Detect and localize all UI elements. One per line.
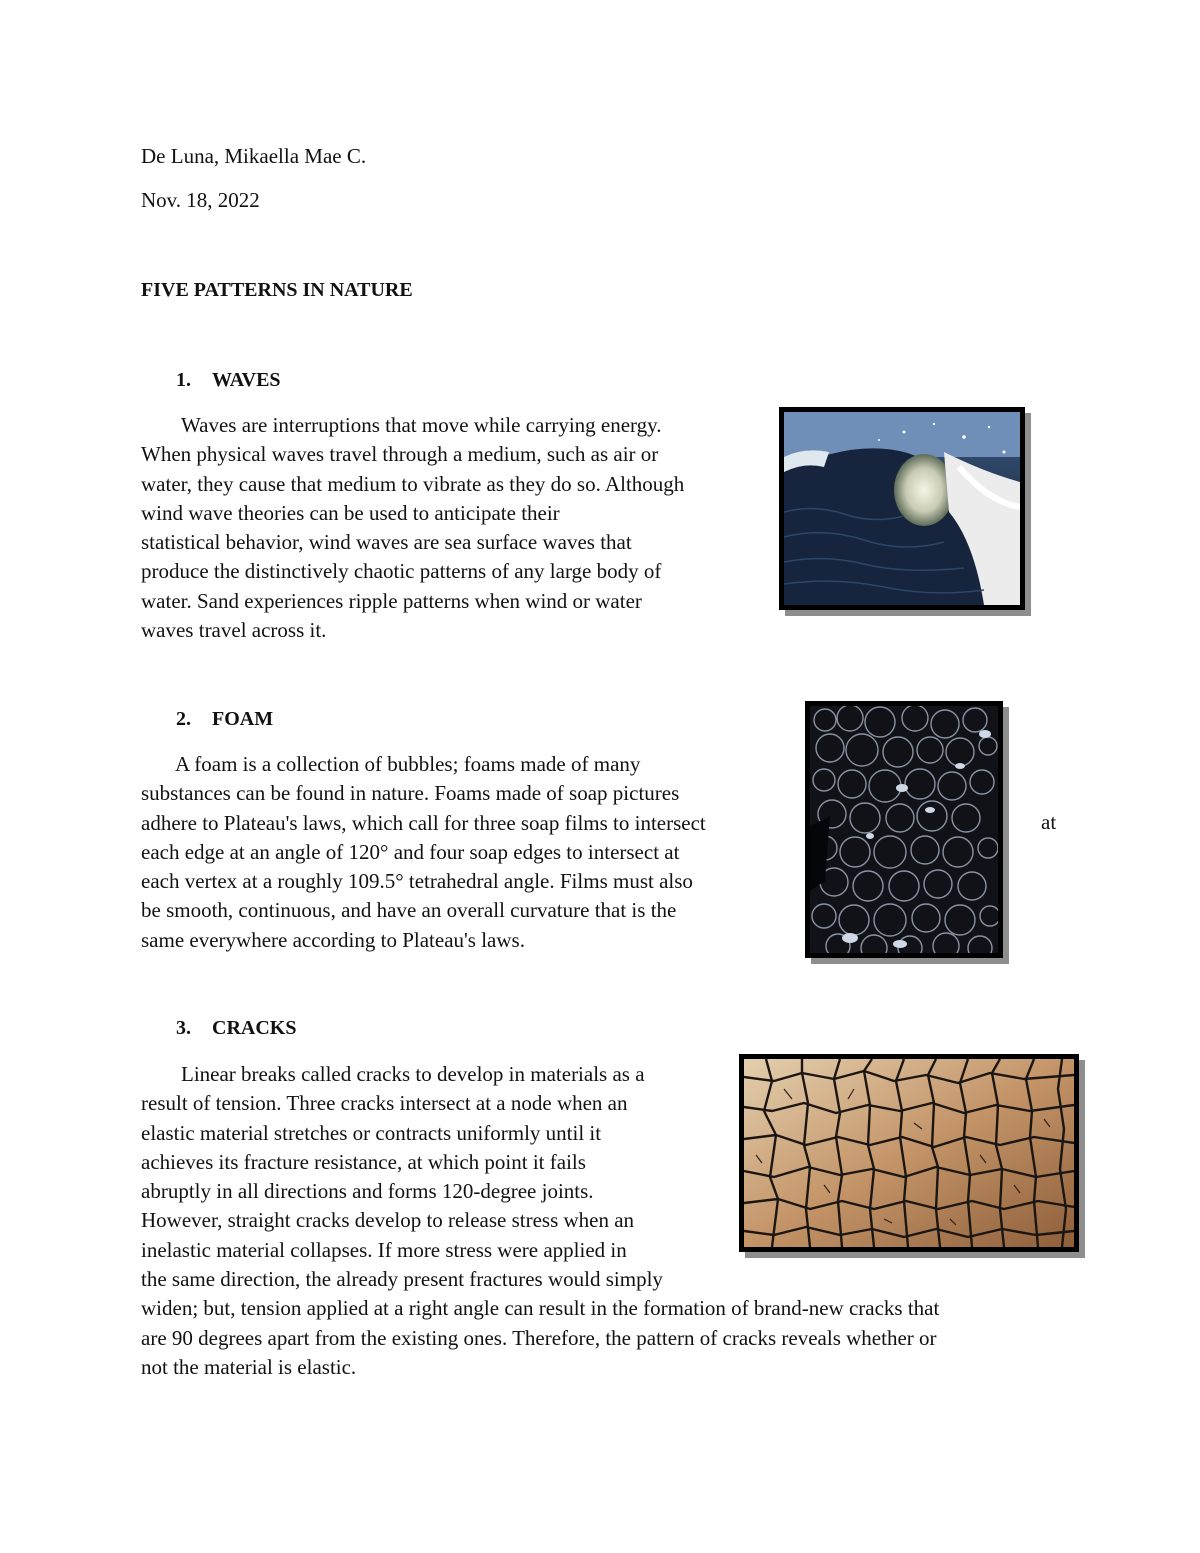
paragraph-line: each edge at an angle of 120° and four soap edges to intersect at xyxy=(141,839,680,864)
paragraph-line: same everywhere according to Plateau's laws. xyxy=(141,927,525,952)
wave-image xyxy=(779,407,1025,610)
section-heading-waves xyxy=(176,369,281,392)
section-number: 2. xyxy=(176,708,191,730)
document-title: FIVE PATTERNS IN NATURE xyxy=(141,279,413,301)
paragraph-line: abruptly in all directions and forms 120-degree joints. xyxy=(141,1179,594,1204)
section-heading-cracks xyxy=(176,1017,296,1040)
section-title: WAVES xyxy=(212,369,281,391)
paragraph-line: adhere to Plateau's laws, which call for three soap films to intersect xyxy=(141,810,706,835)
paragraph-foam xyxy=(141,750,706,955)
foam-illustration xyxy=(810,706,998,953)
document-date: Nov. 18, 2022 xyxy=(141,188,260,212)
paragraph-line: produce the distinctively chaotic patterns of any large body of xyxy=(141,559,662,584)
paragraph-line: are 90 degrees apart from the existing ones. Therefore, the pattern of cracks reveals whether or xyxy=(141,1325,937,1350)
paragraph-line: result of tension. Three cracks intersect at a node when an xyxy=(141,1091,628,1116)
section-title: FOAM xyxy=(212,708,274,730)
paragraph-line: When physical waves travel through a medium, such as air or xyxy=(141,442,659,467)
paragraph-line: waves travel across it. xyxy=(141,618,327,643)
paragraph-line: widen; but, tension applied at a right angle can result in the formation of brand-new cracks that xyxy=(141,1296,940,1321)
paragraph-line: water. Sand experiences ripple patterns when wind or water xyxy=(141,588,642,613)
paragraph-line: A foam is a collection of bubbles; foams made of many xyxy=(175,752,641,776)
paragraph-line: substances can be found in nature. Foams made of soap pictures xyxy=(141,781,680,806)
paragraph-line: achieves its fracture resistance, at which point it fails xyxy=(141,1149,586,1174)
paragraph-line: be smooth, continuous, and have an overall curvature that is the xyxy=(141,898,677,923)
paragraph-line: inelastic material collapses. If more stress were applied in xyxy=(141,1237,627,1262)
paragraph-line: However, straight cracks develop to release stress when an xyxy=(141,1208,635,1233)
section-number: 3. xyxy=(176,1017,191,1039)
paragraph-waves xyxy=(141,411,684,645)
trailing-word: at xyxy=(1041,810,1057,834)
paragraph-line: not the material is elastic. xyxy=(141,1354,357,1379)
author-name: De Luna, Mikaella Mae C. xyxy=(141,144,367,168)
wave-illustration xyxy=(784,412,1020,605)
paragraph-line: the same direction, the already present fractures would simply xyxy=(141,1267,663,1292)
paragraph-line: statistical behavior, wind waves are sea surface waves that xyxy=(141,530,632,555)
cracks-illustration xyxy=(744,1059,1074,1247)
paragraph-line: wind wave theories can be used to anticipate their xyxy=(141,500,560,525)
section-number: 1. xyxy=(176,369,191,391)
section-heading-foam xyxy=(176,708,273,731)
cracks-image xyxy=(739,1054,1079,1252)
paragraph-line: each vertex at a roughly 109.5° tetrahedral angle. Films must also xyxy=(141,869,693,894)
foam-image xyxy=(805,701,1003,958)
paragraph-line: elastic material stretches or contracts uniformly until it xyxy=(141,1120,602,1145)
paragraph-line: Waves are interruptions that move while carrying energy. xyxy=(181,413,662,437)
paragraph-line: water, they cause that medium to vibrate as they do so. Although xyxy=(141,471,685,496)
section-title: CRACKS xyxy=(212,1017,297,1039)
paragraph-line: Linear breaks called cracks to develop in materials as a xyxy=(181,1062,645,1086)
